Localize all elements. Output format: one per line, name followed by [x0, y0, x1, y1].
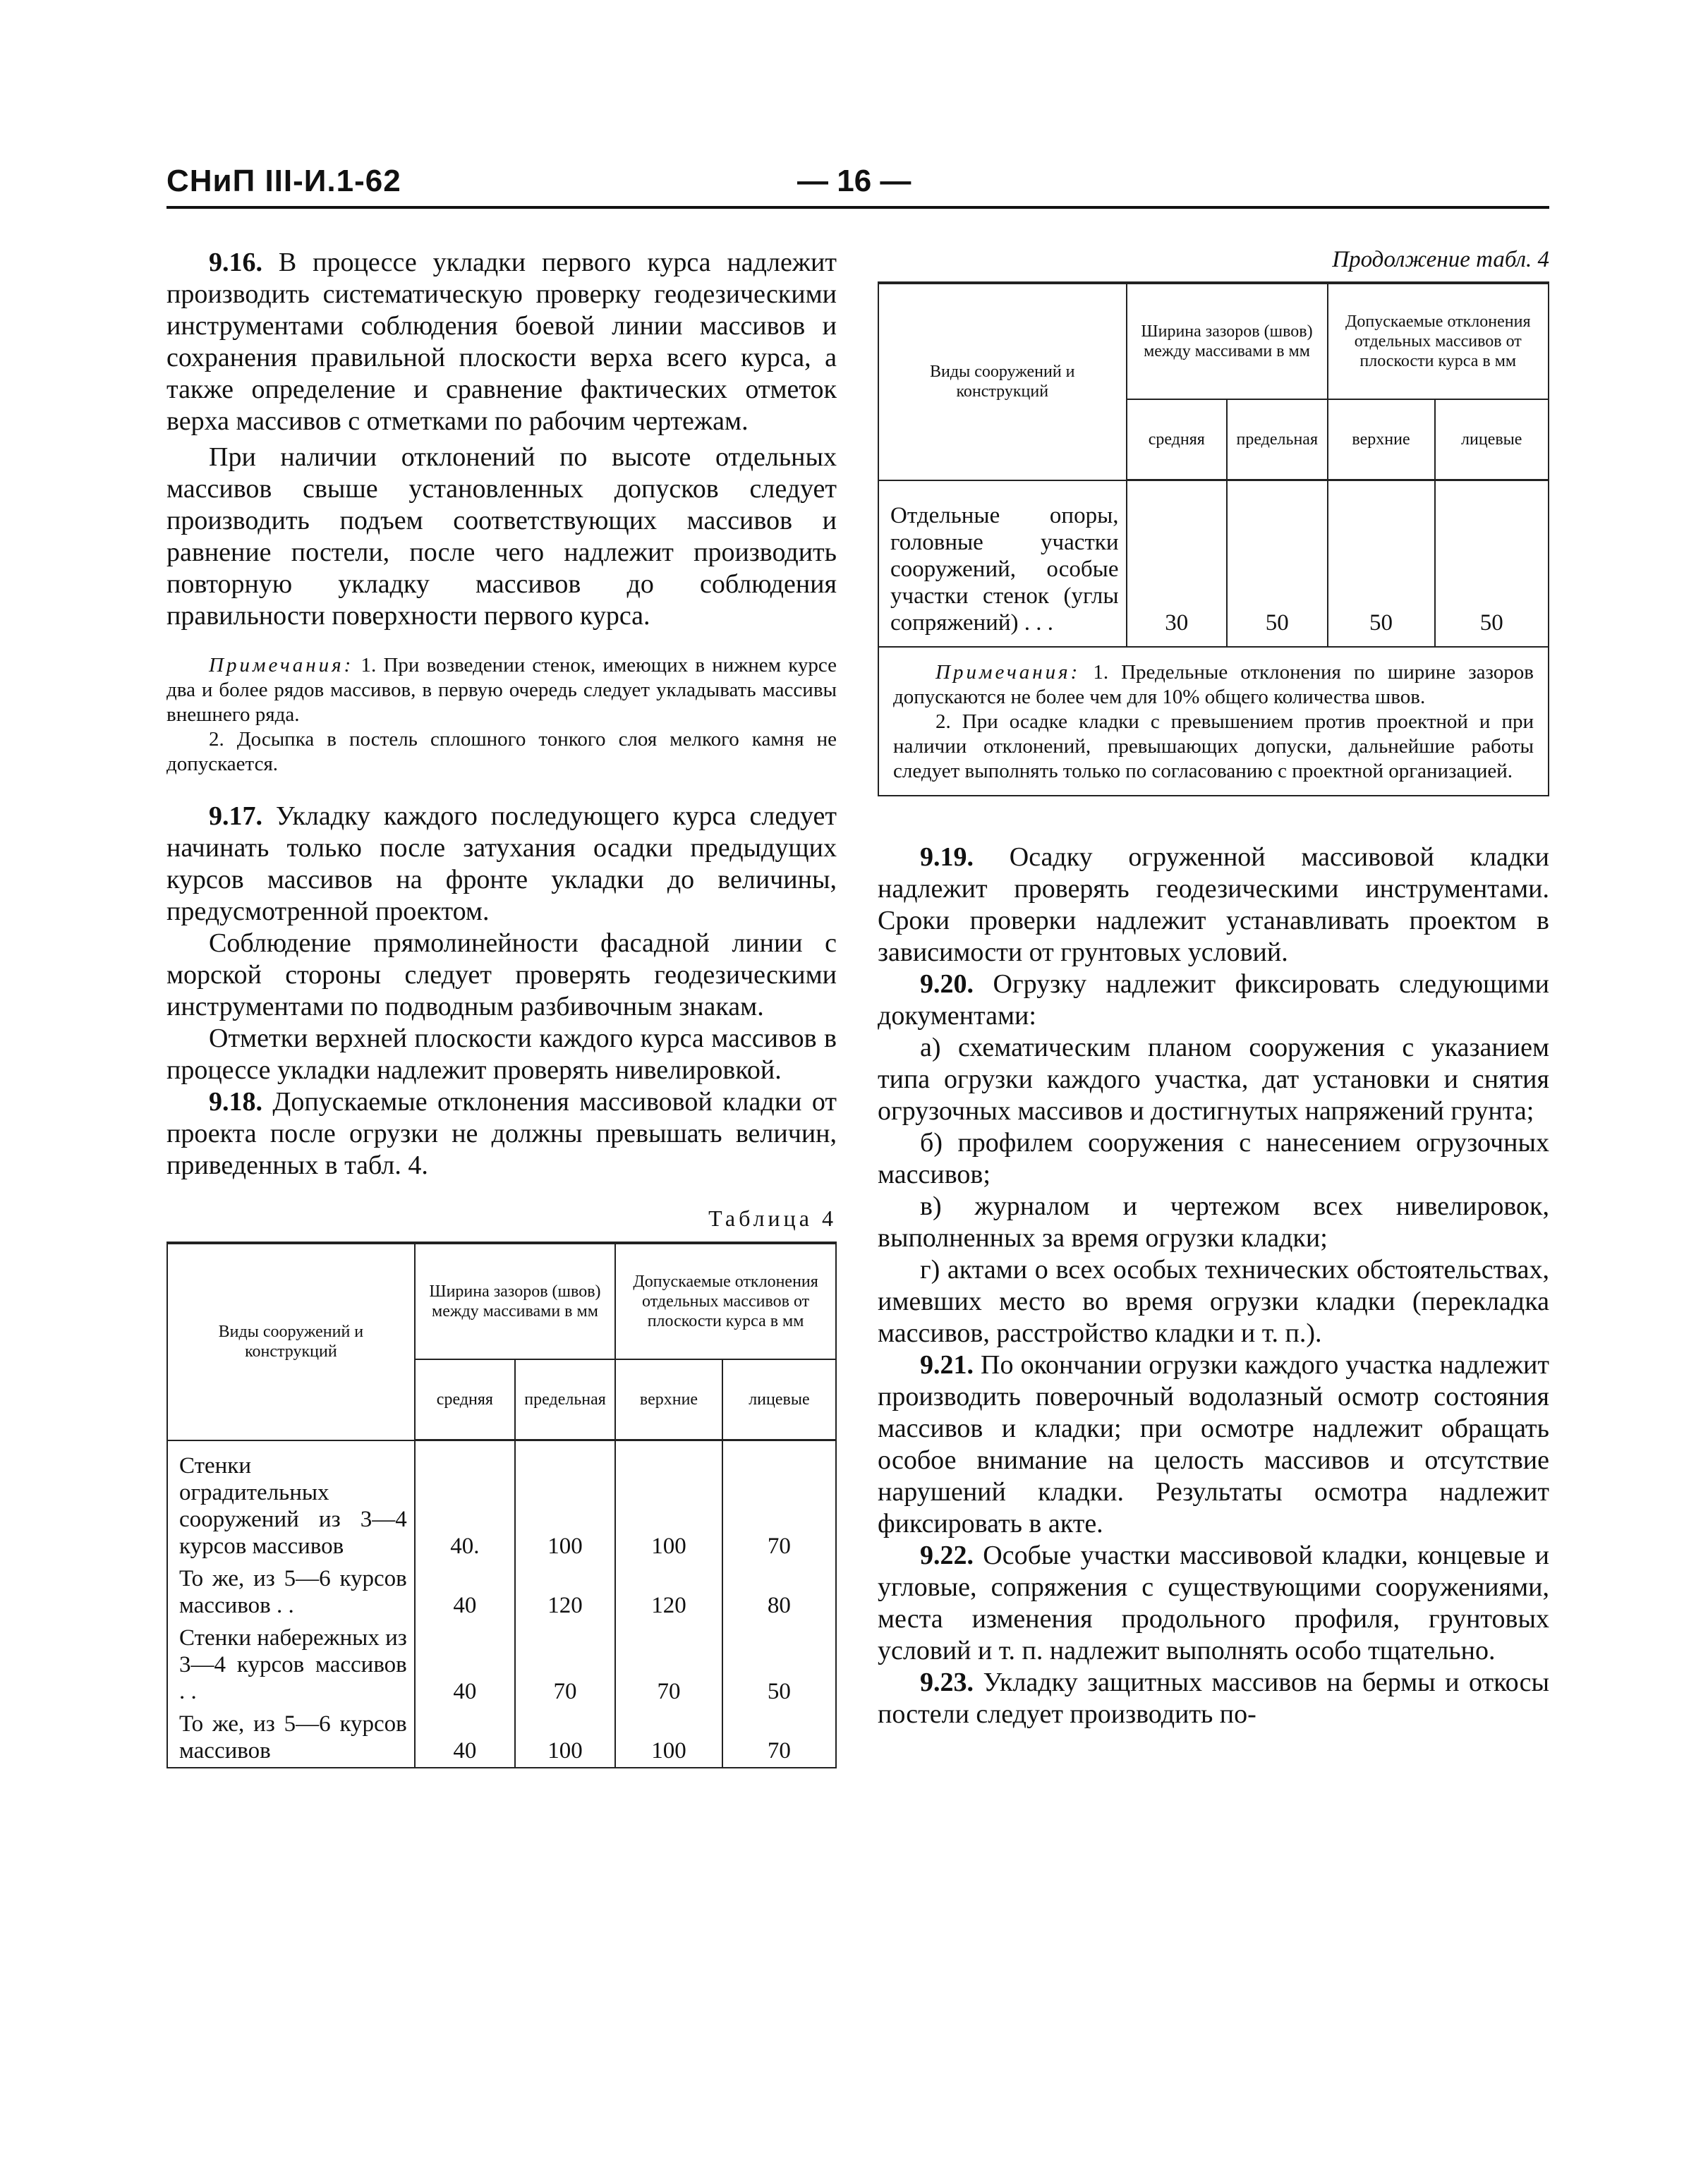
note-1: Примечания: 1. При возведении стенок, имеющих в нижнем курсе два и более рядов массивов, в первую очередь следует укладывать массивы внешнего ряда. [166, 654, 837, 726]
header-top: верхние [615, 1359, 722, 1440]
clause-number: 9.21. [920, 1349, 974, 1380]
clause-number: 9.20. [920, 969, 974, 999]
table-row: Стенки оградительных сооружений из 3—4 курсов массивов 40. 100 100 70 [167, 1440, 836, 1562]
paragraph-9-17-cont: Соблюдение прямолинейности фасадной линии с морской стороны следует проверять геодезическими инструментами по подводным разбивочным знакам. [166, 928, 837, 1021]
list-item-a: а) схематическим планом сооружения с указанием типа огрузки каждого участка, дат установки и снятия огрузочных массивов и достигнутых напряжений грунта; [878, 1032, 1549, 1126]
right-column [878, 247, 1549, 1730]
table-row: То же, из 5—6 курсов массивов 40 100 100 70 [167, 1708, 836, 1768]
notes-block [166, 653, 837, 777]
paragraph-9-16-cont: При наличии отклонений по высоте отдельных массивов свыше установленных допусков следует производить подъем соответствующих массивов и равнение постели, после чего надлежит производить повторную укладку массивов до соблюдения правильности поверхности первого курса. [166, 442, 837, 631]
paragraph-9-18: 9.18. Допускаемые отклонения массивовой кладки от проекта после огрузки не должны превышать величин, приведенных в табл. 4. [166, 1087, 837, 1180]
header-average: средняя [1127, 399, 1228, 480]
list-item-g: г) актами о всех особых технических обстоятельствах, имевших место во время огрузки кладки (перекладка массивов, расстройство кладки и т. п.). [878, 1254, 1549, 1348]
paragraph-9-22: 9.22. Особые участки массивовой кладки, концевые и угловые, сопряжения с существующими сооружениями, места изменения продольного профиля, грунтовых условий и т. п. надлежит выполнять особо тщательно. [878, 1540, 1550, 1665]
paragraph-9-20: 9.20. Огрузку надлежит фиксировать следующими документами: [878, 969, 1550, 1031]
paragraph-9-17: 9.17. Укладку каждого последующего курса следует начинать только после затухания осадки предыдущих курсов массивов на фронте укладки до величины, предусмотренной проектом. [166, 801, 837, 926]
header-rule [166, 206, 1549, 209]
clause-number: 9.19. [920, 842, 974, 872]
table-caption: Таблица 4 [708, 1206, 837, 1231]
right-text [878, 842, 1549, 1730]
page-number: — 16 — [797, 164, 911, 198]
header-face: лицевые [1435, 399, 1549, 480]
note-2: 2. Досыпка в постель сплошного тонкого слоя мелкого камня не допускается. [166, 728, 837, 775]
table-4-continued [878, 281, 1549, 796]
header-allowed-deviation: Допускаемые отклонения отдельных массивов от плоскости курса в мм [1328, 283, 1549, 399]
table-row: Отдельные опоры, головные участки сооружений, особые участки стенок (углы сопряжений) . . . 30 50 50 50 [878, 480, 1549, 647]
left-column [166, 247, 837, 1768]
table-row: Стенки набережных из 3—4 курсов массивов . . 40 70 70 50 [167, 1622, 836, 1708]
table-notes-row [878, 647, 1549, 796]
header-construction-type: Виды сооружений и конструкций [878, 283, 1127, 480]
paragraph-9-19: 9.19. Осадку огруженной массивовой кладки надлежит проверять геодезическими инструментами. Сроки проверки надлежит устанавливать проектом в зависимости от грунтовых условий. [878, 842, 1549, 967]
list-item-v: в) журналом и чертежом всех нивелировок, выполненных за время огрузки кладки; [878, 1191, 1549, 1253]
paragraph-9-17-cont2: Отметки верхней плоскости каждого курса массивов в процессе укладки надлежит проверять нивелировкой. [166, 1024, 837, 1085]
notes-label: Примечания: [935, 660, 1081, 684]
paragraph-9-23: 9.23. Укладку защитных массивов на бермы и откосы постели следует производить по- [878, 1667, 1549, 1729]
table-row: То же, из 5—6 курсов массивов . . 40 120 120 80 [167, 1562, 836, 1622]
clause-number: 9.16. [209, 248, 262, 277]
table-4 [166, 1242, 837, 1768]
document-code: СНиП III-И.1-62 [166, 164, 401, 198]
header-gap-width: Ширина зазоров (швов) между массивами в мм [1127, 283, 1328, 399]
header-maximum: предельная [515, 1359, 615, 1440]
list-item-b: б) профилем сооружения с нанесением огрузочных массивов; [878, 1127, 1549, 1189]
header-maximum: предельная [1227, 399, 1328, 480]
note-2: 2. При осадке кладки с превышением против проектной и при наличии отклонений, превышающих допуски, дальнейшие работы следует выполнять только по согласованию с проектной организацией. [893, 710, 1534, 782]
clause-number: 9.23. [920, 1667, 974, 1697]
notes-label: Примечания: [209, 654, 354, 676]
note-1: Примечания: 1. Предельные отклонения по ширине зазоров допускаются не более чем для 10% общего количества швов. [893, 660, 1534, 708]
clause-number: 9.18. [209, 1087, 262, 1117]
header-construction-type: Виды сооружений и конструкций [167, 1243, 415, 1440]
table-continuation-caption: Продолжение табл. 4 [1332, 247, 1549, 272]
paragraph-9-21: 9.21. По окончании огрузки каждого участка надлежит производить поверочный водолазный осмотр состояния массивов и кладки; при осмотре надлежит обращать особое внимание на целость массивов и отсутствие нарушений кладки. Результаты осмотра надлежит фиксировать в акте. [878, 1349, 1550, 1538]
header-top: верхние [1328, 399, 1435, 480]
header-average: средняя [415, 1359, 515, 1440]
header-gap-width: Ширина зазоров (швов) между массивами в мм [415, 1243, 615, 1359]
clause-number: 9.17. [209, 801, 262, 831]
header-allowed-deviation: Допускаемые отклонения отдельных массивов от плоскости курса в мм [615, 1243, 836, 1359]
paragraph-9-16: 9.16. В процессе укладки первого курса надлежит производить систематическую проверку геодезическими инструментами соблюдения боевой линии массивов и сохранения правильной плоскости верха всего курса, а также определение и сравнение фактических отметок верха массивов с отметками по рабочим чертежам. [166, 248, 837, 436]
clause-number: 9.22. [920, 1540, 974, 1570]
header-face: лицевые [722, 1359, 836, 1440]
